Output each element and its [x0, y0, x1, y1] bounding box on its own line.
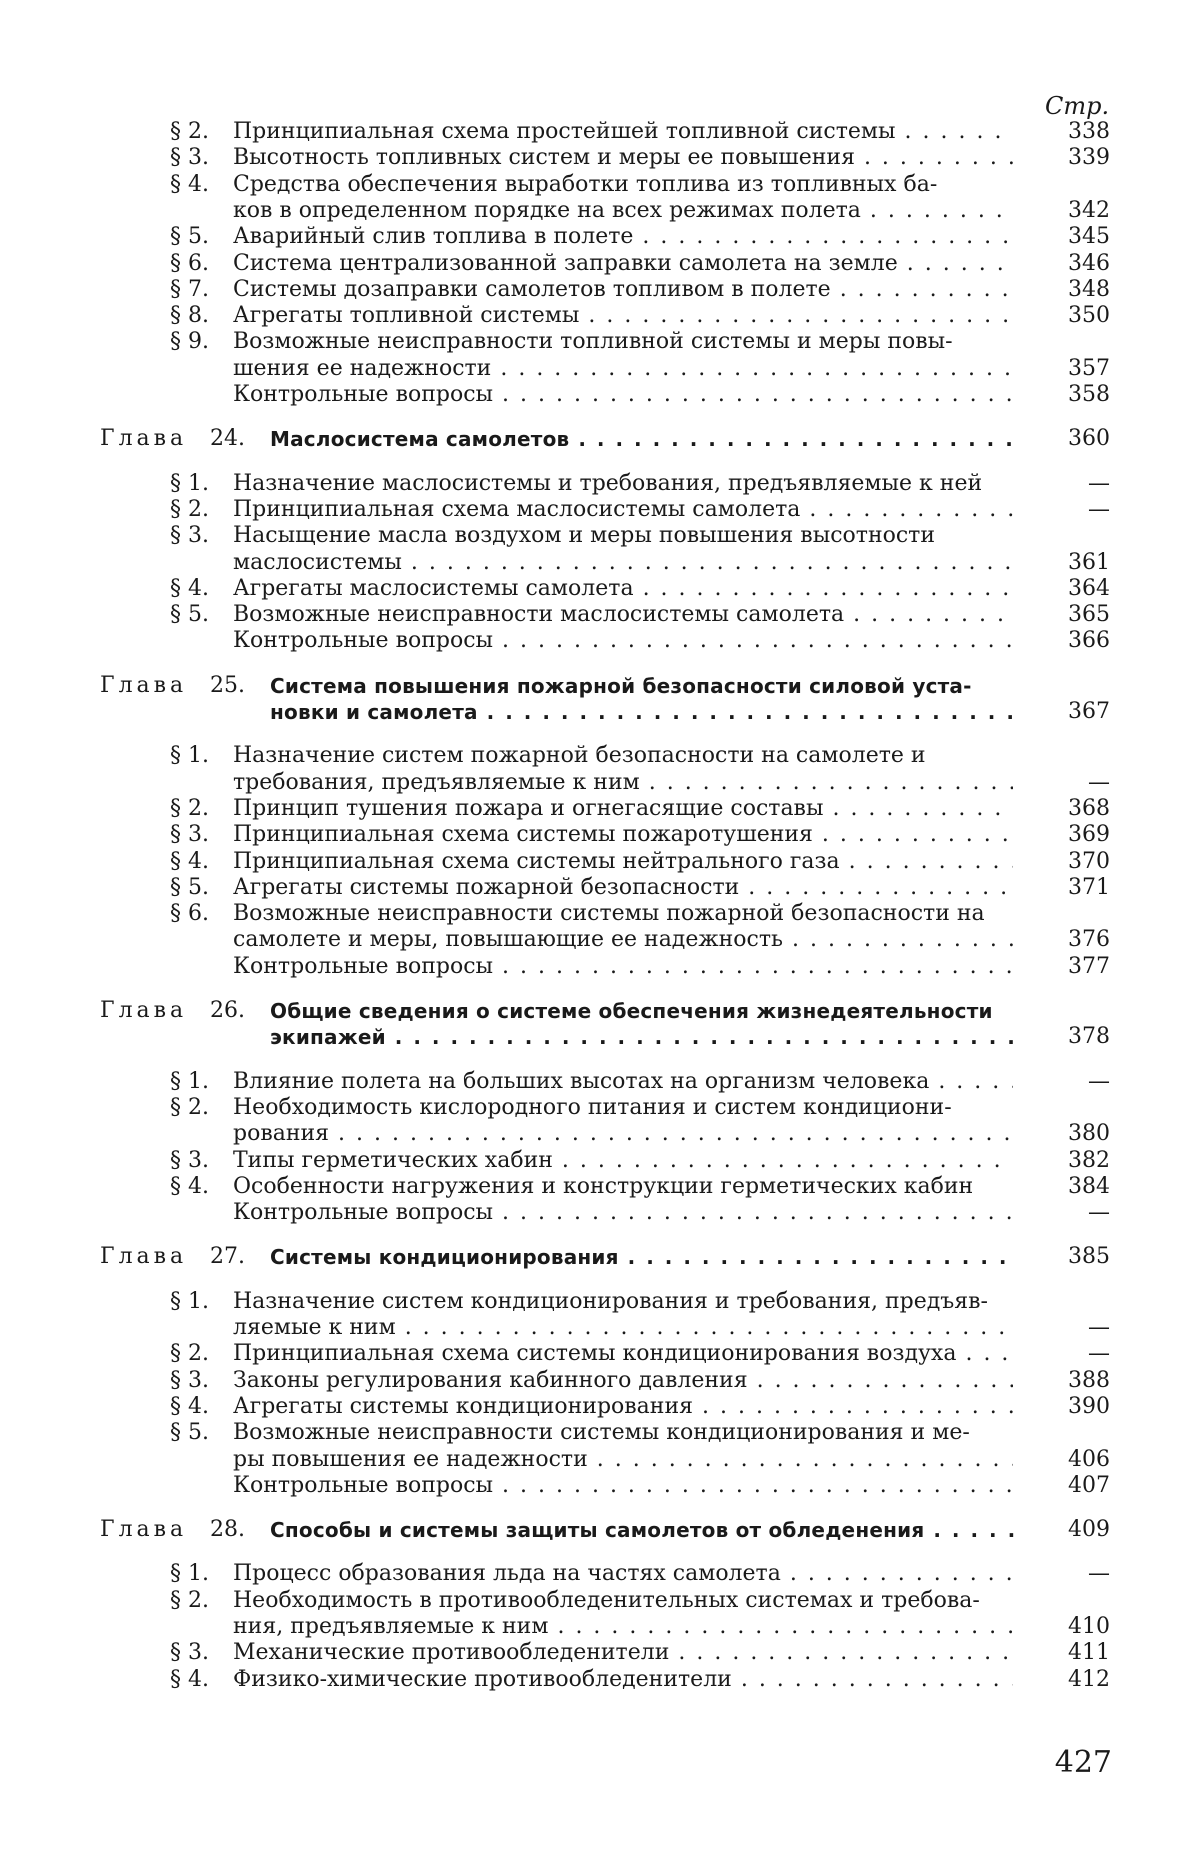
chapter-title: новки и самолета . . .: [270, 698, 1015, 726]
page-ref: 345: [1068, 224, 1110, 250]
page-ref: 348: [1068, 276, 1110, 302]
page-ref: —: [1088, 496, 1110, 522]
section-number: § 3.: [170, 1367, 209, 1393]
page-ref: 411: [1068, 1640, 1110, 1666]
section-title: Контрольные вопросы . . .: [233, 1199, 1013, 1227]
section-title: ляемые к ним . . .: [233, 1314, 1013, 1342]
page-ref: 384: [1068, 1173, 1110, 1199]
chapter-number: 26.: [210, 998, 245, 1023]
section-title: Агрегаты системы пожарной безопасности . . .: [233, 874, 1013, 902]
toc-chapter-row: [0, 997, 1200, 1025]
page-ref: 367: [1068, 699, 1110, 724]
page-ref: —: [1088, 1315, 1110, 1340]
section-title: Контрольные вопросы . . .: [233, 1472, 1013, 1500]
toc-continuation-row: [0, 769, 1200, 797]
toc-continuation-row: [0, 953, 1200, 981]
toc-continuation-row: [0, 1472, 1200, 1500]
page-ref: 380: [1068, 1121, 1110, 1147]
toc-section-row: [0, 1639, 1200, 1667]
section-title: ры повышения ее надежности . . .: [233, 1446, 1013, 1474]
section-title: Влияние полета на больших высотах на организм человека . . .: [233, 1068, 1013, 1096]
chapter-title: Системы кондиционирования . . .: [270, 1243, 1015, 1271]
chapter-number: 25.: [210, 672, 245, 698]
section-title: Принципиальная схема системы кондиционирования воздуха . . .: [233, 1340, 1013, 1368]
section-title: Агрегаты топливной системы . . .: [233, 302, 1013, 330]
page-ref: 377: [1068, 953, 1110, 979]
page-ref: 406: [1068, 1446, 1110, 1472]
section-title: Механические противообледенители . . .: [233, 1639, 1013, 1667]
chapter-title: Способы и системы защиты самолетов от обледенения . . .: [270, 1516, 1015, 1544]
chapter-title: Общие сведения о системе обеспечения жизнедеятельности: [270, 999, 993, 1023]
toc-chapter-row: [0, 1243, 1200, 1271]
toc-section-row: [0, 1173, 1200, 1201]
section-number: § 3.: [170, 1640, 209, 1666]
section-number: § 4.: [170, 1666, 209, 1692]
section-title: Принципиальная схема маслосистемы самолета . . .: [233, 496, 1013, 524]
section-title: ков в определенном порядке на всех режимах полета . . .: [233, 197, 1013, 225]
section-number: § 1.: [170, 743, 209, 769]
toc-continuation-row: [0, 1023, 1200, 1051]
toc-continuation-row: [0, 1314, 1200, 1342]
toc-section-row: [0, 302, 1200, 330]
toc-section-row: [0, 795, 1200, 823]
chapter-number: 24.: [210, 426, 245, 452]
toc-continuation-row: [0, 355, 1200, 383]
toc-continuation-row: [0, 627, 1200, 655]
page-ref: 376: [1068, 927, 1110, 953]
section-title: Средства обеспечения выработки топлива из топливных ба-: [233, 171, 938, 197]
section-title: рования . . .: [233, 1120, 1013, 1148]
section-number: § 4.: [170, 171, 209, 197]
section-number: § 1.: [170, 470, 209, 496]
toc-section-row: [0, 601, 1200, 629]
toc-section-row: [0, 742, 1200, 770]
section-title: Аварийный слив топлива в полете . . .: [233, 223, 1013, 251]
toc-section-row: [0, 874, 1200, 902]
toc-section-row: [0, 821, 1200, 849]
section-title: Возможные неисправности маслосистемы самолета . . .: [233, 601, 1013, 629]
section-number: § 5.: [170, 874, 209, 900]
toc-continuation-row: [0, 1120, 1200, 1148]
section-title: Контрольные вопросы . . .: [233, 381, 1013, 409]
section-title: Принципиальная схема простейшей топливной системы . . .: [233, 118, 1013, 146]
page-column-header: Стр.: [1045, 92, 1110, 120]
page-ref: 366: [1068, 628, 1110, 654]
toc-section-row: [0, 276, 1200, 304]
page-ref: —: [1088, 769, 1110, 795]
page-ref: 339: [1068, 145, 1110, 171]
section-number: § 8.: [170, 303, 209, 329]
toc-section-row: [0, 1068, 1200, 1096]
chapter-number: 28.: [210, 1517, 245, 1543]
section-title: маслосистемы . . .: [233, 549, 1013, 577]
toc-section-row: [0, 1340, 1200, 1368]
toc-continuation-row: [0, 926, 1200, 954]
section-number: § 3.: [170, 822, 209, 848]
section-title: Необходимость кислородного питания и систем кондициони-: [233, 1094, 952, 1120]
page-ref: 364: [1068, 575, 1110, 601]
chapter-label: Глава: [100, 672, 188, 698]
section-number: § 5.: [170, 224, 209, 250]
section-title: Принцип тушения пожара и огнегасящие составы . . .: [233, 795, 1013, 823]
section-title: Агрегаты системы кондиционирования . . .: [233, 1393, 1013, 1421]
toc-section-row: [0, 1094, 1200, 1122]
toc-section-row: [0, 522, 1200, 550]
page-ref: 338: [1068, 119, 1110, 144]
toc-chapter-row: [0, 672, 1200, 700]
section-number: § 4.: [170, 1173, 209, 1199]
section-title: Типы герметических хабин . . .: [233, 1147, 1013, 1175]
page-ref: 371: [1068, 874, 1110, 900]
toc-chapter-row: [0, 425, 1200, 453]
page-ref: 357: [1068, 355, 1110, 381]
toc-section-row: [0, 1419, 1200, 1447]
chapter-label: Глава: [100, 1517, 188, 1543]
chapter-title: Система повышения пожарной безопасности силовой уста-: [270, 673, 972, 698]
section-title: ния, предъявляемые к ним . . .: [233, 1613, 1013, 1641]
section-title: Возможные неисправности системы пожарной безопасности на: [233, 901, 985, 927]
toc-continuation-row: [0, 381, 1200, 409]
toc-section-row: [0, 900, 1200, 928]
toc-section-row: [0, 1147, 1200, 1175]
section-number: § 1.: [170, 1561, 209, 1587]
toc-section-row: [0, 250, 1200, 278]
section-title: Контрольные вопросы . . .: [233, 953, 1013, 981]
page-ref: 407: [1068, 1472, 1110, 1498]
toc-section-row: [0, 171, 1200, 199]
toc-section-row: [0, 144, 1200, 172]
page-ref: 385: [1068, 1244, 1110, 1270]
section-title: Возможные неисправности топливной системы и меры повы-: [233, 329, 953, 355]
chapter-label: Глава: [100, 998, 188, 1023]
page-ref: 360: [1068, 426, 1110, 452]
page-ref: 361: [1068, 549, 1110, 575]
section-title: Контрольные вопросы . . .: [233, 627, 1013, 655]
section-title: Принципиальная схема системы пожаротушения . . .: [233, 821, 1013, 849]
toc-section-row: [0, 328, 1200, 356]
page-ref: —: [1088, 1200, 1110, 1226]
page-ref: 370: [1068, 848, 1110, 874]
section-title: Необходимость в противообледенительных системах и требова-: [233, 1587, 980, 1613]
section-number: § 1.: [170, 1288, 209, 1314]
toc-section-row: [0, 496, 1200, 524]
section-title: требования, предъявляемые к ним . . .: [233, 769, 1013, 797]
section-title: Системы дозаправки самолетов топливом в полете . . .: [233, 276, 1013, 304]
section-number: § 2.: [170, 1587, 209, 1613]
section-title: Законы регулирования кабинного давления . . .: [233, 1367, 1013, 1395]
section-title: Насыщение масла воздухом и меры повышения высотности: [233, 523, 936, 549]
section-number: § 7.: [170, 276, 209, 302]
chapter-label: Глава: [100, 1244, 188, 1270]
page-ref: 382: [1068, 1147, 1110, 1173]
section-title: Система централизованной заправки самолета на земле . . .: [233, 250, 1013, 278]
section-title: Особенности нагружения и конструкции герметических кабин: [233, 1173, 974, 1199]
chapter-number: 27.: [210, 1244, 245, 1270]
page-ref: 378: [1068, 1024, 1110, 1050]
page-ref: 350: [1068, 303, 1110, 329]
toc-section-row: [0, 1367, 1200, 1395]
section-number: § 6.: [170, 250, 209, 276]
toc-continuation-row: [0, 1613, 1200, 1641]
section-number: § 5.: [170, 602, 209, 628]
section-title: Назначение систем пожарной безопасности на самолете и: [233, 743, 926, 769]
toc-continuation-row: [0, 197, 1200, 225]
page-ref: —: [1088, 1341, 1110, 1367]
section-number: § 4.: [170, 1393, 209, 1419]
page-ref: 369: [1068, 822, 1110, 848]
section-title: Высотность топливных систем и меры ее повышения . . .: [233, 144, 1013, 172]
page-ref: 346: [1068, 250, 1110, 276]
section-title: Назначение систем кондиционирования и требования, предъяв-: [233, 1288, 988, 1314]
toc-section-row: [0, 1666, 1200, 1694]
page-ref: 368: [1068, 795, 1110, 821]
section-number: § 9.: [170, 329, 209, 355]
section-number: § 6.: [170, 901, 209, 927]
section-number: § 2.: [170, 1094, 209, 1120]
section-number: § 2.: [170, 1341, 209, 1367]
toc-section-row: [0, 848, 1200, 876]
toc-section-row: [0, 1587, 1200, 1615]
toc-chapter-row: [0, 1516, 1200, 1544]
section-title: Процесс образования льда на частях самолета . . .: [233, 1560, 1013, 1588]
page-number: 427: [1054, 1745, 1112, 1780]
toc-section-row: [0, 1560, 1200, 1588]
page-ref: 390: [1068, 1393, 1110, 1419]
page-ref: —: [1088, 470, 1110, 496]
page-ref: 412: [1068, 1666, 1110, 1692]
section-title: Принципиальная схема системы нейтрального газа . . .: [233, 848, 1013, 876]
section-title: шения ее надежности . . .: [233, 355, 1013, 383]
toc-section-row: [0, 1393, 1200, 1421]
page-ref: 409: [1068, 1517, 1110, 1543]
toc-section-row: [0, 470, 1200, 498]
section-number: § 5.: [170, 1420, 209, 1446]
chapter-title: экипажей . . .: [270, 1023, 1015, 1051]
toc-section-row: [0, 118, 1200, 146]
toc-continuation-row: [0, 1199, 1200, 1227]
toc-section-row: [0, 1288, 1200, 1316]
section-number: § 3.: [170, 523, 209, 549]
section-title: Агрегаты маслосистемы самолета . . .: [233, 575, 1013, 603]
toc-section-row: [0, 223, 1200, 251]
section-number: § 3.: [170, 1147, 209, 1173]
section-number: § 2.: [170, 795, 209, 821]
toc-section-row: [0, 575, 1200, 603]
section-number: § 1.: [170, 1068, 209, 1094]
toc-continuation-row: [0, 549, 1200, 577]
section-number: § 2.: [170, 496, 209, 522]
section-number: § 4.: [170, 575, 209, 601]
section-title: самолете и меры, повышающие ее надежность . . .: [233, 926, 1013, 954]
section-number: § 2.: [170, 119, 209, 144]
page-ref: 365: [1068, 602, 1110, 628]
section-title: Назначение маслосистемы и требования, предъявляемые к ней: [233, 470, 983, 496]
page-ref: 342: [1068, 197, 1110, 223]
page-ref: —: [1088, 1068, 1110, 1094]
toc-continuation-row: [0, 698, 1200, 726]
section-number: § 3.: [170, 145, 209, 171]
chapter-label: Глава: [100, 426, 188, 452]
page-ref: 358: [1068, 382, 1110, 407]
page-ref: 410: [1068, 1614, 1110, 1639]
page-ref: 388: [1068, 1367, 1110, 1393]
page-ref: —: [1088, 1561, 1110, 1587]
toc-continuation-row: [0, 1446, 1200, 1474]
chapter-title: Маслосистема самолетов . . .: [270, 425, 1015, 453]
section-number: § 4.: [170, 848, 209, 874]
section-title: Физико-химические противообледенители . . .: [233, 1666, 1013, 1694]
section-title: Возможные неисправности системы кондиционирования и ме-: [233, 1420, 970, 1446]
